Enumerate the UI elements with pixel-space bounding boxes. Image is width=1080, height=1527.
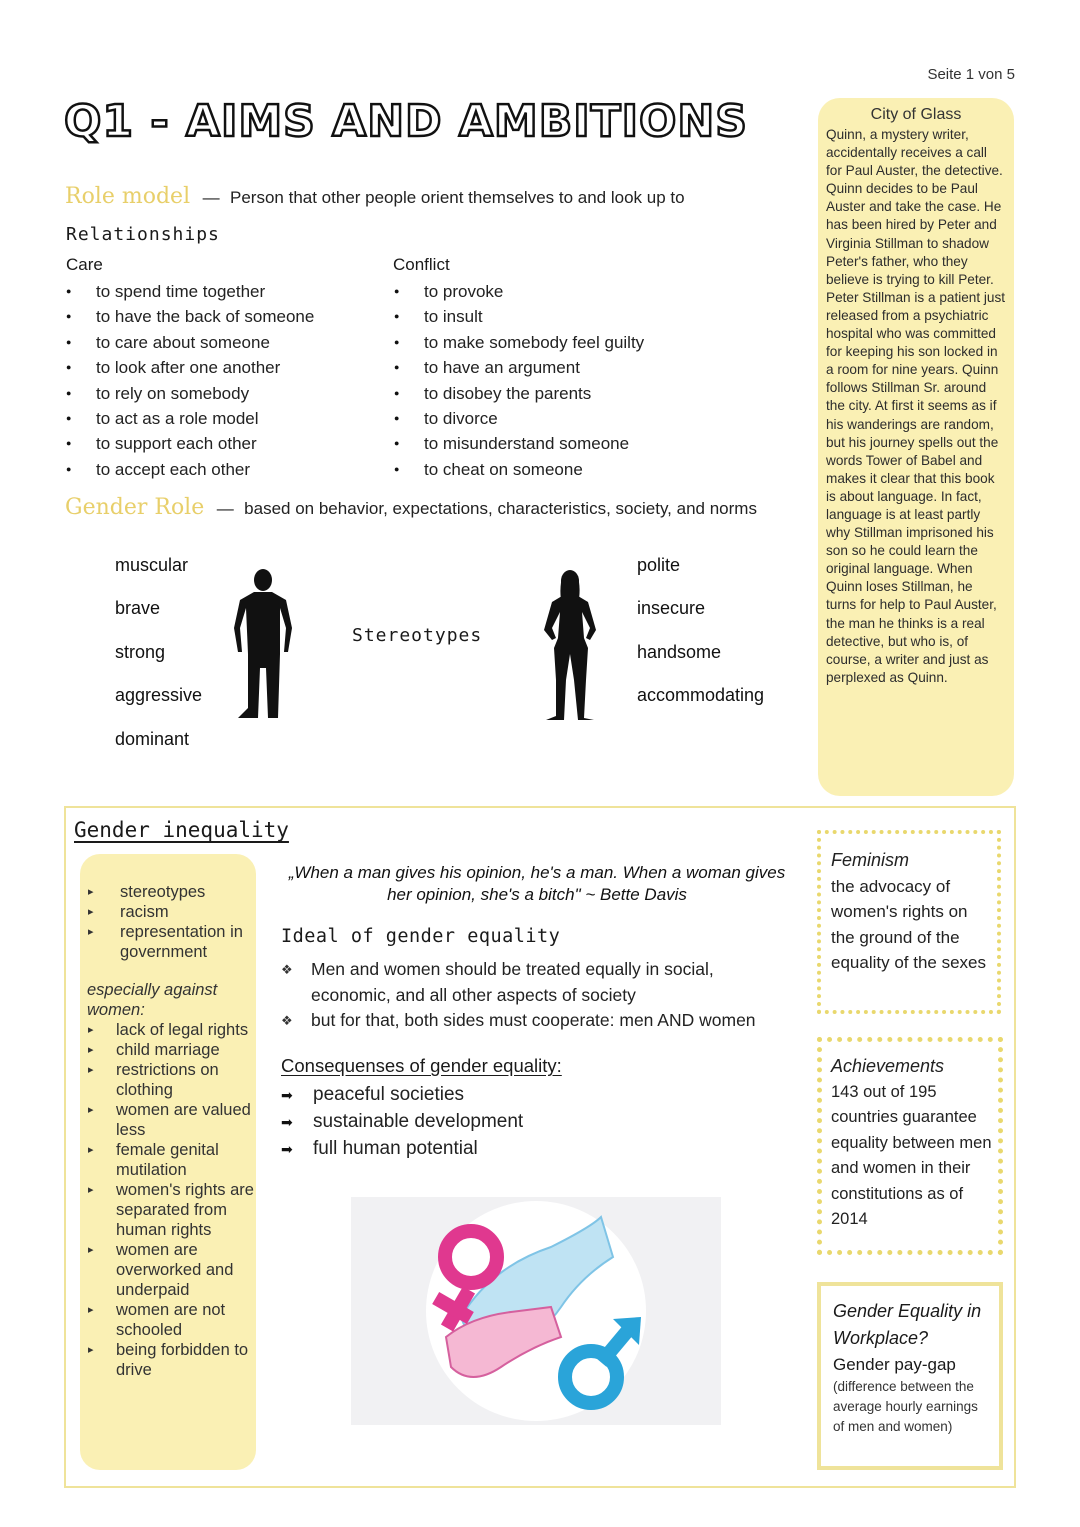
- role-model-dash: —: [202, 188, 220, 207]
- achievements-text: 143 out of 195 countries guarantee equality between men and women in their constitutions as of 2014: [831, 1082, 992, 1228]
- list-item: ❖ but for that, both sides must cooperate: men AND women: [281, 1008, 791, 1034]
- list-item: ● to misunderstand someone: [392, 431, 712, 456]
- workplace-heading: Gender Equality in Workplace?: [833, 1301, 982, 1348]
- feminism-card: [817, 830, 1001, 1014]
- achievements-card: [817, 1037, 1003, 1255]
- list-item: ● to make somebody feel guilty: [392, 330, 712, 355]
- consequences-heading: Consequenses of gender equality:: [281, 1055, 562, 1076]
- list-item: ▸ women are valued less: [80, 1100, 256, 1140]
- role-model-term: Role model: [65, 184, 191, 209]
- gender-inequality-heading: Gender inequality: [74, 818, 289, 842]
- female-trait: handsome: [637, 642, 722, 662]
- role-model-definition: [65, 184, 685, 209]
- relationships-heading: Relationships: [66, 224, 220, 245]
- ideal-heading: Ideal of gender equality: [281, 926, 561, 947]
- list-item: ● to disobey the parents: [392, 381, 712, 406]
- gender-role-term: Gender Role: [65, 495, 205, 520]
- list-item: ● to accept each other: [64, 457, 364, 482]
- list-item: ▸ lack of legal rights: [80, 1020, 256, 1040]
- inequality-list-card: [80, 854, 256, 1470]
- feminism-text: the advocacy of women's rights on the ground of the equality of the sexes: [831, 876, 986, 972]
- list-item: ● to have the back of someone: [64, 304, 364, 329]
- list-item: ● to support each other: [64, 431, 364, 456]
- list-item: ❖ Men and women should be treated equally in social, economic, and all other aspects of society: [281, 957, 791, 1008]
- list-item: ● to divorce: [392, 406, 712, 431]
- city-of-glass-heading: City of Glass: [870, 106, 962, 123]
- conflict-list: [392, 279, 712, 482]
- gender-equality-illustration: [351, 1197, 721, 1425]
- gender-role-text: based on behavior, expectations, characteristics, society, and norms: [244, 499, 757, 518]
- list-item: ▸ representation in government: [80, 922, 256, 962]
- female-trait: polite: [637, 555, 681, 575]
- inequality-subheading: especially against women:: [87, 981, 218, 1019]
- list-item: ▸ women's rights are separated from human rights: [80, 1180, 256, 1240]
- list-item: ▸ female genital mutilation: [80, 1140, 256, 1180]
- list-item: ➡ sustainable development: [281, 1108, 523, 1135]
- list-item: ● to act as a role model: [64, 406, 364, 431]
- list-item: ● to care about someone: [64, 330, 364, 355]
- female-trait: insecure: [637, 598, 706, 618]
- list-item: ▸ women are not schooled: [80, 1300, 256, 1340]
- workplace-text: (difference between the average hourly earnings of men and women): [833, 1379, 978, 1434]
- gender-role-dash: —: [216, 499, 234, 518]
- list-item: ➡ full human potential: [281, 1135, 523, 1162]
- list-item: ➡ peaceful societies: [281, 1081, 523, 1108]
- achievements-heading: Achievements: [831, 1056, 945, 1076]
- list-item: ▸ being forbidden to drive: [80, 1340, 256, 1380]
- consequences-list: [281, 1081, 523, 1162]
- female-trait: accommodating: [637, 685, 765, 705]
- city-of-glass-text: Quinn, a mystery writer, accidentally receives a call for Paul Auster, the detective. Quinn decides to be Paul Auster and take the case. He has been hired by Peter and Virginia Stillman to shadow Peter's father, who they believe is trying to kill Peter. Peter Stillman is a patient just released from a psychiatric hospital who was committed for keeping his son locked in a room for nine years. Quinn follows Stillman Sr. around the city. At first it seems as if his wanderings are random, but his journey spells out the words Tower of Babel and makes it clear that this book is about language. In fact, language is at least partly why Stillman imprisoned his son so he could learn the original language. When Quinn loses Stillman, he turns for help to Paul Auster, the man he thinks is a real detective, but who is, of course, a writer and just as perplexed as Quinn.: [826, 127, 1006, 685]
- list-item: ● to have an argument: [392, 355, 712, 380]
- city-of-glass-card: [818, 98, 1014, 796]
- list-item: ● to insult: [392, 304, 712, 329]
- male-trait: strong: [115, 642, 166, 662]
- page-title: Q1 - AIMS AND AMBITIONS: [64, 96, 748, 147]
- list-item: ● to look after one another: [64, 355, 364, 380]
- female-silhouette-icon: [538, 568, 604, 722]
- male-trait: muscular: [115, 555, 189, 575]
- feminism-heading: Feminism: [831, 850, 910, 870]
- list-item: ● to spend time together: [64, 279, 364, 304]
- bette-davis-quote: „When a man gives his opinion, he's a man. When a woman gives her opinion, she's a bitch" ~ Bette Davis: [288, 863, 786, 904]
- list-item: ▸ stereotypes: [80, 882, 256, 902]
- male-trait: brave: [115, 598, 161, 618]
- page-number: Seite 1 von 5: [927, 66, 1015, 83]
- list-item: ● to cheat on someone: [392, 457, 712, 482]
- inequality-list: [80, 882, 256, 962]
- list-item: ▸ restrictions on clothing: [80, 1060, 256, 1100]
- list-item: ▸ racism: [80, 902, 256, 922]
- list-item: ● to rely on somebody: [64, 381, 364, 406]
- ideal-list: [281, 957, 791, 1034]
- care-list: [64, 279, 364, 482]
- care-heading: Care: [66, 255, 103, 274]
- gender-role-definition: [65, 495, 815, 520]
- male-trait: aggressive: [115, 685, 203, 705]
- list-item: ▸ child marriage: [80, 1040, 256, 1060]
- list-item: ● to provoke: [392, 279, 712, 304]
- workplace-subheading: Gender pay-gap: [833, 1355, 956, 1374]
- workplace-card: [817, 1282, 1003, 1470]
- stereotypes-label: Stereotypes: [352, 625, 483, 646]
- conflict-heading: Conflict: [393, 255, 450, 274]
- male-trait: dominant: [115, 729, 190, 749]
- role-model-text: Person that other people orient themselves to and look up to: [230, 188, 685, 207]
- list-item: ▸ women are overworked and underpaid: [80, 1240, 256, 1300]
- women-inequality-list: [80, 1020, 256, 1380]
- male-silhouette-icon: [230, 568, 296, 722]
